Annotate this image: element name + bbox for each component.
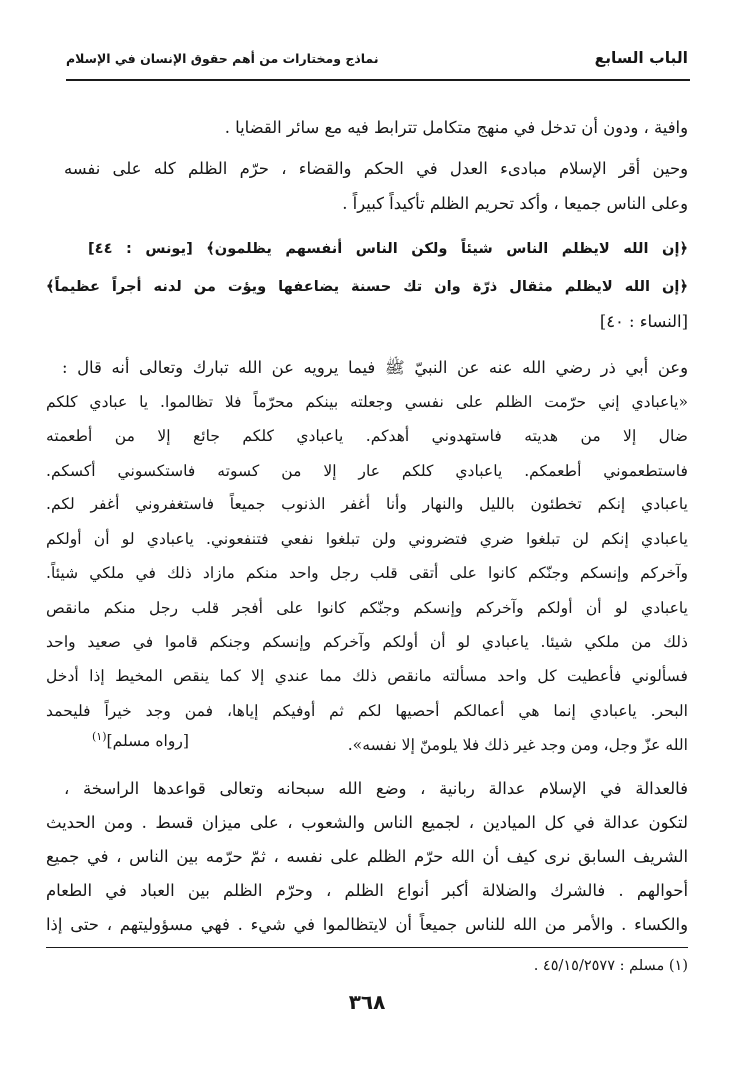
- quran-verse: ﴿إن الله لايظلم الناس شيئاً ولكن الناس أنفسهم يظلمون﴾ [يونس : ٤٤]: [88, 240, 688, 257]
- header-rule: [66, 79, 690, 81]
- hadith-line: فاستطعموني أطعمكم. ياعبادي كلكم عار إلا من كسوته فاستكسوني أكسكم.: [46, 462, 688, 480]
- hadith-line: ياعبادي إنكم تخطئون بالليل والنهار وأنا أغفر الذنوب جميعاً فاستغفروني أغفر لكم.: [46, 495, 688, 513]
- body-line: والكساء . والأمر من الله للناس جميعاً أن لايتظالموا في شيء . فهي مسؤوليتهم ، حتى إذا: [46, 915, 688, 934]
- body-line: وحين أقر الإسلام مبادىء العدل في الحكم والقضاء ، حرّم الظلم كله على نفسه: [64, 159, 688, 178]
- running-header-subtitle: نماذج ومختارات من أهم حقوق الإنسان في الإسلام: [66, 51, 379, 66]
- chapter-title: الباب السابع: [594, 49, 688, 67]
- page-number: ٣٦٨: [348, 990, 386, 1014]
- hadith-line: ياعبادي لو أن أولكم وآخركم وإنسكم وجنّكم كانوا على أفجر قلب رجل منكم مانقص: [46, 599, 688, 617]
- hadith-line: الله عزّ وجل، ومن وجد غير ذلك فلا يلومنّ إلا نفسه».: [347, 736, 688, 754]
- hadith-line: وآخركم وإنسكم وجنّكم كانوا على أتقى قلب رجل واحد منكم مازاد ذلك في ملكي شيئاً.: [46, 564, 688, 582]
- hadith-line: ذلك من ملكي شيئا. ياعبادي لو أن أولكم وآخركم وإنسكم وجنكم قاموا في صعيد واحد: [46, 633, 688, 651]
- body-line: الشريف السابق نرى كيف أن الله حرّم الظلم على نفسه ، ثمّ حرّمه بين الناس ، في جميع: [46, 847, 688, 866]
- hadith-citation: [92, 730, 189, 750]
- body-line: وعلى الناس جميعا ، وأكد تحريم الظلم تأكيداً كبيراً .: [342, 194, 688, 213]
- body-line: فالعدالة في الإسلام عدالة ربانية ، وضع الله سبحانه وتعالى قواعدها الراسخة ،: [64, 779, 688, 798]
- hadith-line: «ياعبادي إني حرّمت الظلم على نفسي وجعلته بينكم محرّماً فلا تظالموا. يا عبادي كلكم: [46, 393, 688, 411]
- footnote-marker: (١): [92, 730, 107, 743]
- body-line: وعن أبي ذر رضي الله عنه عن النبيّ ﷺ فيما يرويه عن الله تبارك وتعالى أنه قال :: [62, 358, 688, 377]
- body-line: أحوالهم . فالشرك والضلالة أكبر أنواع الظلم ، وحرّم الظلم بين العباد في الطعام: [46, 881, 688, 900]
- hadith-line: ضال إلا من هديته فاستهدوني أهدكم. ياعبادي كلكم جائع إلا من أطعمته: [46, 427, 688, 445]
- footnote-rule: [46, 947, 688, 948]
- hadith-line: البحر. ياعبادي إنما هي أعمالكم أحصيها لكم ثم أوفيكم إياها، فمن وجد خيراً فليحمد: [46, 702, 688, 720]
- hadith-line: ياعبادي إنكم لن تبلغوا ضري فتضروني ولن تبلغوا نفعي فتنفعوني. ياعبادي لو أن أولكم: [46, 530, 688, 548]
- verse-reference: [النساء : ٤٠]: [599, 312, 688, 331]
- hadith-line: فسألوني فأعطيت كل واحد مسألته مانقص ذلك مما عندي إلا كما ينقص المخيط إذا أدخل: [46, 667, 688, 685]
- footnote: (١) مسلم : ٤٥/١٥/٢٥٧٧ .: [533, 958, 688, 974]
- citation-text: [رواه مسلم]: [106, 732, 190, 751]
- quran-verse: ﴿إن الله لايظلم مثقال ذرّة وان تك حسنة يضاعفها ويؤت من لدنه أجراً عظيماً﴾: [46, 278, 688, 295]
- body-line: وافية ، ودون أن تدخل في منهج متكامل تترابط فيه مع سائر القضايا .: [224, 118, 688, 137]
- body-line: لتكون عدالة في كل الميادين ، لجميع الناس والشعوب ، على ميزان قسط . ومن الحديث: [46, 813, 688, 832]
